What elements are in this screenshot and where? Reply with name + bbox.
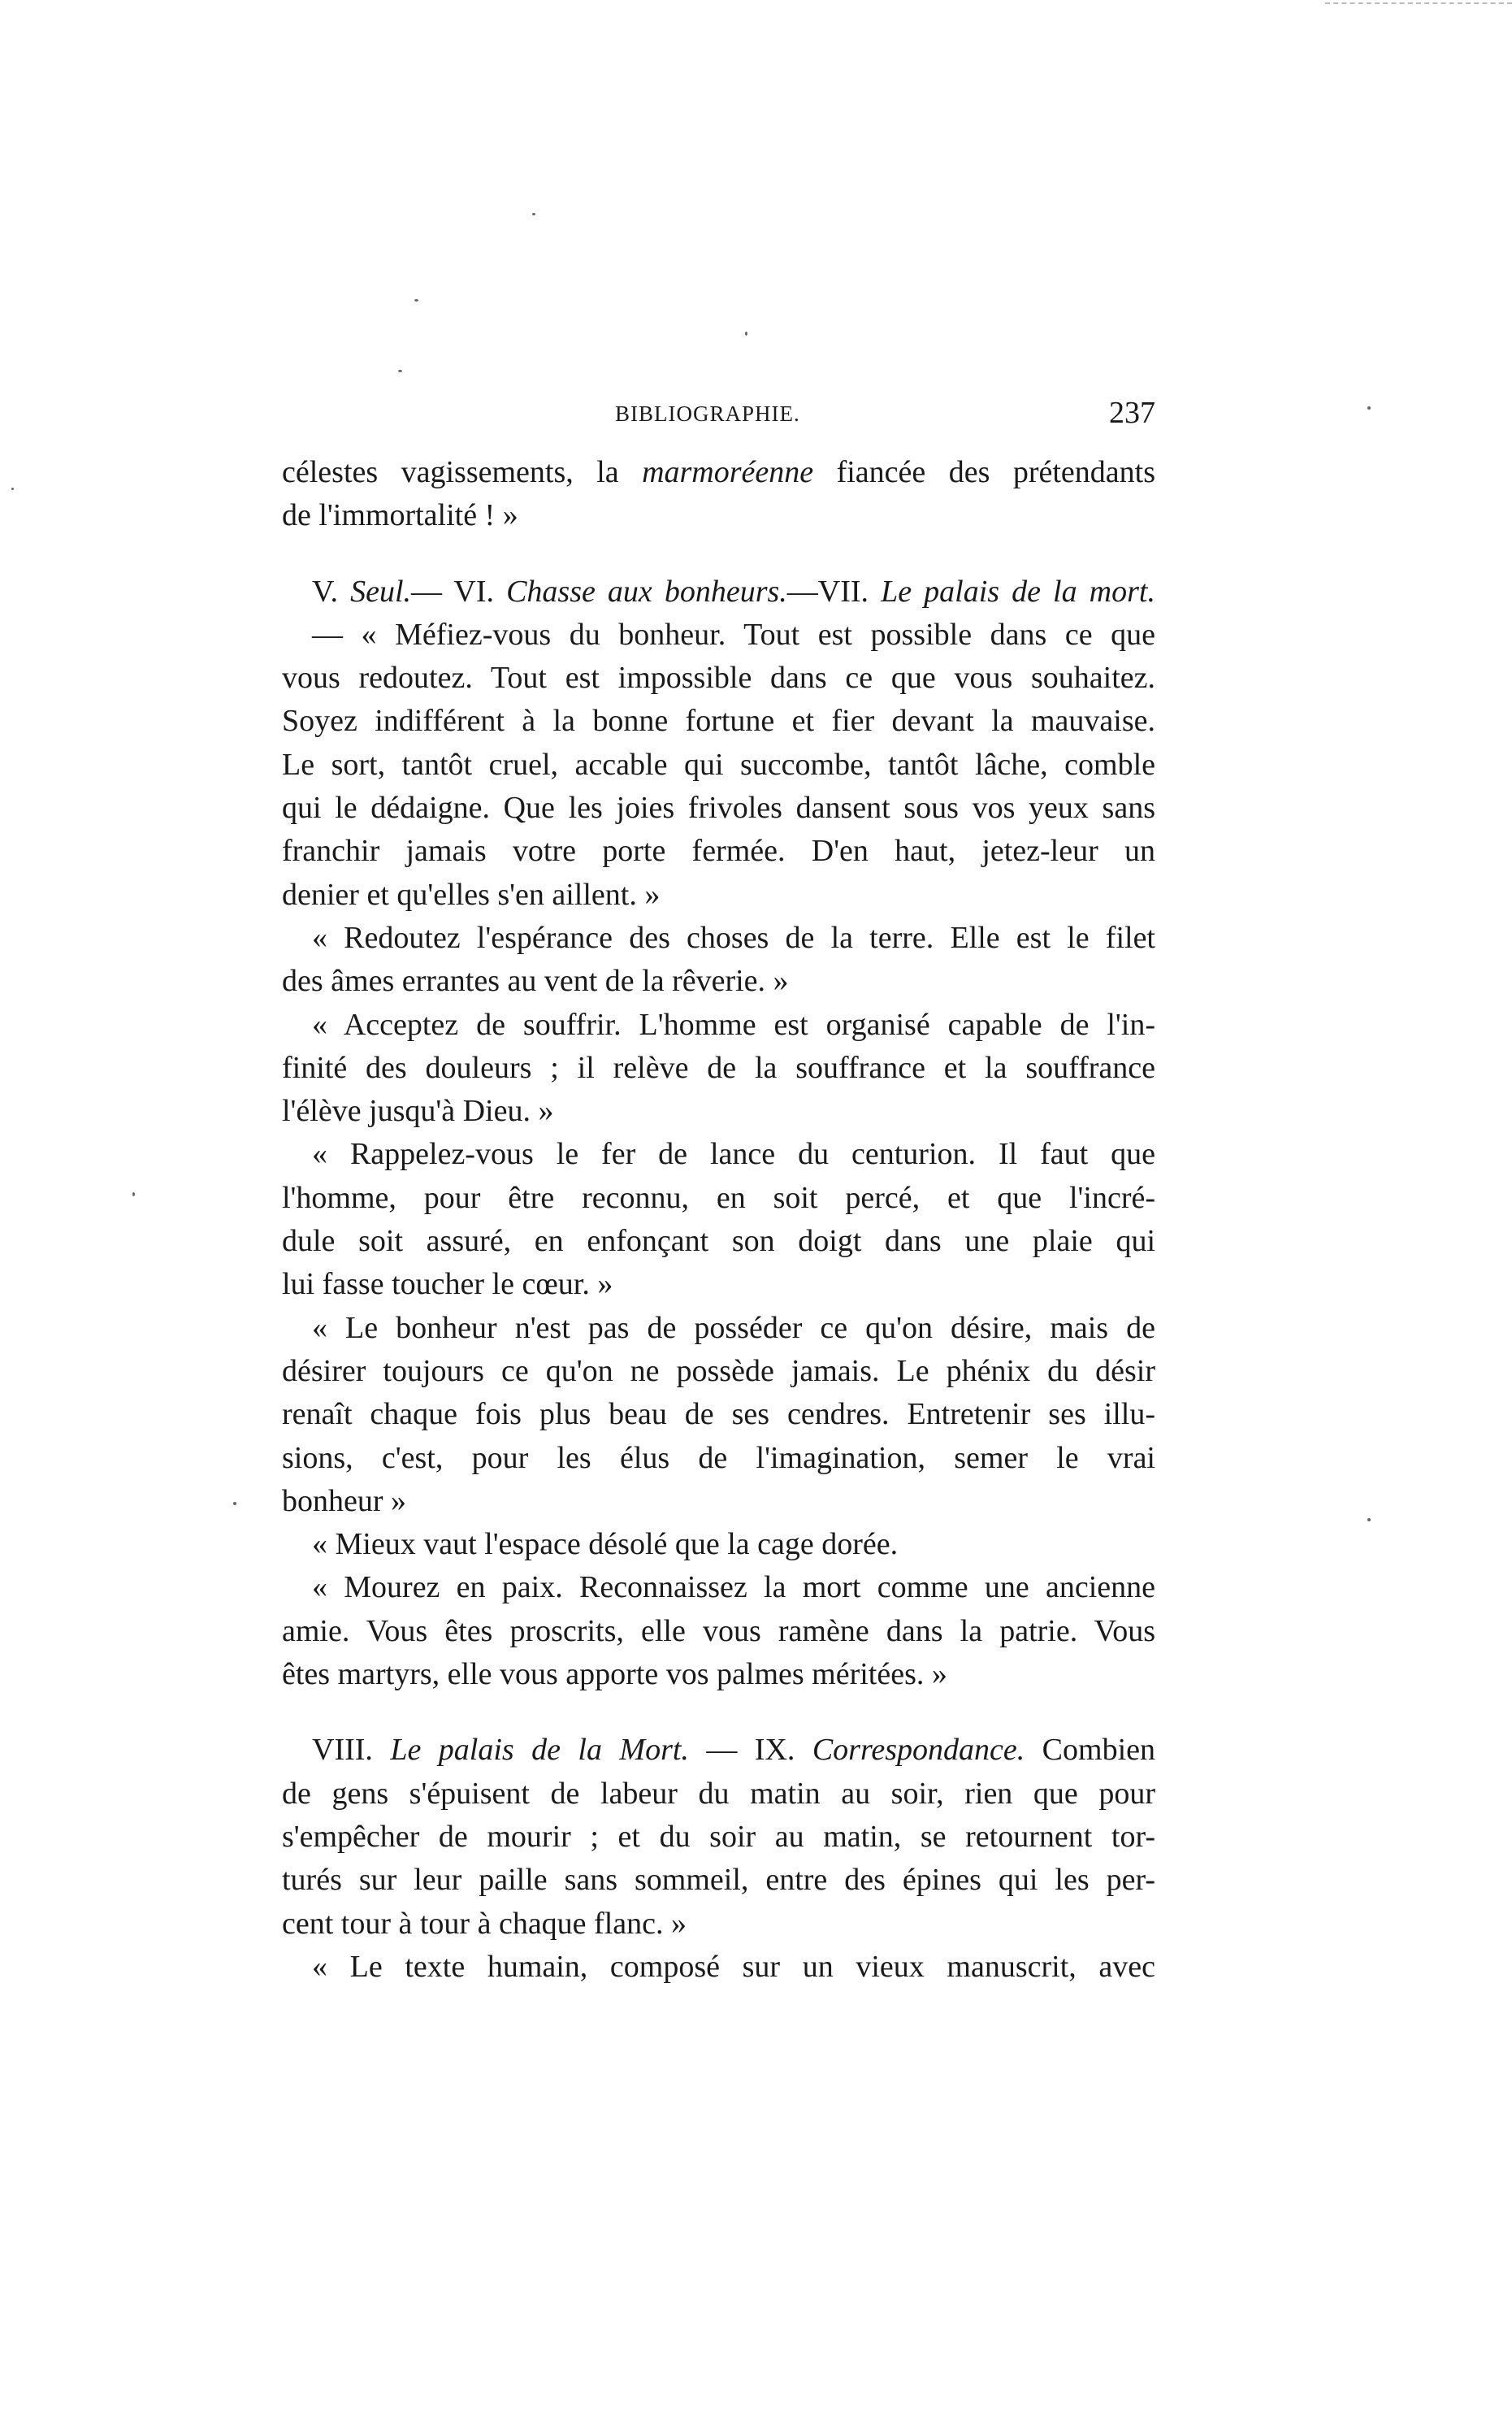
text-line [282, 1480, 1155, 1523]
text-run: cent tour à tour à chaque flanc. » [282, 1906, 687, 1941]
text-run: Le sort, tantôt cruel, accable qui succombe, tantôt lâche, comble [282, 747, 1155, 782]
text-line [282, 657, 1155, 700]
text-line [282, 1393, 1155, 1436]
scan-speck [532, 213, 535, 215]
text-run: « Redoutez l'espérance des choses de la terre. Elle est le filet [312, 920, 1155, 955]
text-line [282, 744, 1155, 787]
text-run: — « Méfiez-vous du bonheur. Tout est possible dans ce que [312, 617, 1155, 652]
text-line [282, 1566, 1155, 1609]
italic-run: Correspondance. [812, 1733, 1025, 1768]
text-line [282, 1220, 1155, 1263]
text-run: « Le texte humain, composé sur un vieux manuscrit, avec [312, 1949, 1155, 1984]
text-line [282, 1610, 1155, 1653]
text-run: l'homme, pour être reconnu, en soit percé, et que l'incré- [282, 1180, 1155, 1215]
text-run: « Acceptez de souffrir. L'homme est organisé capable de l'in- [312, 1007, 1155, 1042]
text-run: dule soit assuré, en enfonçant son doigt dans une plaie qui [282, 1224, 1155, 1259]
text-run: vous redoutez. Tout est impossible dans ce que vous souhaitez. [282, 661, 1155, 696]
body-text [282, 451, 1155, 1989]
text-run: —VII. [786, 574, 882, 609]
text-line [282, 960, 1155, 1003]
text-run: V. [312, 574, 351, 609]
text-line [282, 1653, 1155, 1696]
text-run: bonheur » [282, 1483, 407, 1518]
text-run: « Le bonheur n'est pas de posséder ce qu'on désire, mais de [312, 1310, 1155, 1345]
text-line [282, 874, 1155, 917]
text-run: finité des douleurs ; il relève de la souffrance et la souffrance [282, 1050, 1155, 1085]
text-line [282, 830, 1155, 873]
text-run: s'empêcher de mourir ; et du soir au matin, se retournent tor- [282, 1819, 1155, 1854]
italic-run: Le palais de la mort. [881, 574, 1155, 609]
text-line [282, 917, 1155, 960]
text-line [282, 787, 1155, 830]
text-line [282, 1523, 1155, 1566]
scan-speck [11, 488, 14, 490]
text-line [282, 571, 1155, 614]
text-line [282, 1307, 1155, 1350]
text-line [282, 1729, 1155, 1772]
italic-run: marmoréenne [642, 455, 814, 489]
text-run: « Mieux vaut l'espace désolé que la cage dorée. [312, 1527, 899, 1562]
scan-speck [1367, 1518, 1371, 1521]
text-line [282, 1004, 1155, 1047]
text-run: franchir jamais votre porte fermée. D'en haut, jetez-leur un [282, 834, 1155, 869]
text-line [282, 1859, 1155, 1902]
text-line [282, 1437, 1155, 1480]
page-header [282, 398, 1155, 439]
text-line [282, 700, 1155, 743]
text-run: Soyez indifférent à la bonne fortune et fier devant la mauvaise. [282, 704, 1155, 739]
text-run: désirer toujours ce qu'on ne possède jamais. Le phénix du désir [282, 1353, 1155, 1388]
text-line [282, 1263, 1155, 1306]
text-run: lui fasse toucher le cœur. » [282, 1267, 613, 1302]
text-run: êtes martyrs, elle vous apporte vos palmes méritées. » [282, 1657, 947, 1692]
paragraph-gap [282, 538, 1155, 571]
text-line [282, 1090, 1155, 1133]
scan-speck [414, 299, 418, 302]
text-run: VIII. [312, 1733, 391, 1768]
text-run: — VI. [411, 574, 507, 609]
text-run: « Mourez en paix. Reconnaissez la mort comme une ancienne [312, 1570, 1155, 1605]
text-run: célestes vagissements, la [282, 455, 643, 489]
text-line [282, 1047, 1155, 1090]
text-run: de gens s'épuisent de labeur du matin au soir, rien que pour [282, 1776, 1155, 1811]
scan-speck [233, 1502, 236, 1505]
scan-edge-marks [1325, 2, 1512, 6]
text-line [282, 614, 1155, 657]
running-title: BIBLIOGRAPHIE. [615, 401, 800, 426]
scan-speck [1367, 406, 1371, 410]
paragraph-gap [282, 1696, 1155, 1729]
text-run: — IX. [688, 1733, 812, 1768]
italic-run: Chasse aux bonheurs. [506, 574, 787, 609]
text-run: sions, c'est, pour les élus de l'imagination, semer le vrai [282, 1440, 1155, 1475]
text-run: renaît chaque fois plus beau de ses cendres. Entretenir ses illu- [282, 1397, 1155, 1432]
text-line [282, 1350, 1155, 1393]
text-line [282, 451, 1155, 494]
text-run: « Rappelez-vous le fer de lance du centurion. Il faut que [312, 1137, 1155, 1172]
text-line [282, 1946, 1155, 1989]
scan-speck [398, 370, 402, 372]
page-number: 237 [1109, 396, 1155, 430]
text-line [282, 1816, 1155, 1859]
text-line [282, 1177, 1155, 1220]
text-line [282, 1773, 1155, 1816]
text-line [282, 1903, 1155, 1946]
text-run: fiancée des prétendants [813, 455, 1155, 489]
italic-run: Le palais de la Mort. [390, 1733, 689, 1768]
text-run: Combien [1025, 1733, 1155, 1768]
text-run: qui le dédaigne. Que les joies frivoles dansent sous vos yeux sans [282, 791, 1155, 826]
italic-run: Seul. [350, 574, 412, 609]
text-line [282, 494, 1155, 537]
scan-speck [745, 332, 747, 336]
scan-speck [132, 1192, 135, 1196]
text-run: de l'immortalité ! » [282, 498, 518, 533]
text-line [282, 1133, 1155, 1176]
text-run: denier et qu'elles s'en aillent. » [282, 877, 661, 912]
text-run: amie. Vous êtes proscrits, elle vous ramène dans la patrie. Vous [282, 1613, 1155, 1648]
text-run: turés sur leur paille sans sommeil, entre des épines qui les per- [282, 1863, 1155, 1898]
text-run: des âmes errantes au vent de la rêverie. » [282, 964, 789, 999]
text-run: l'élève jusqu'à Dieu. » [282, 1094, 554, 1129]
